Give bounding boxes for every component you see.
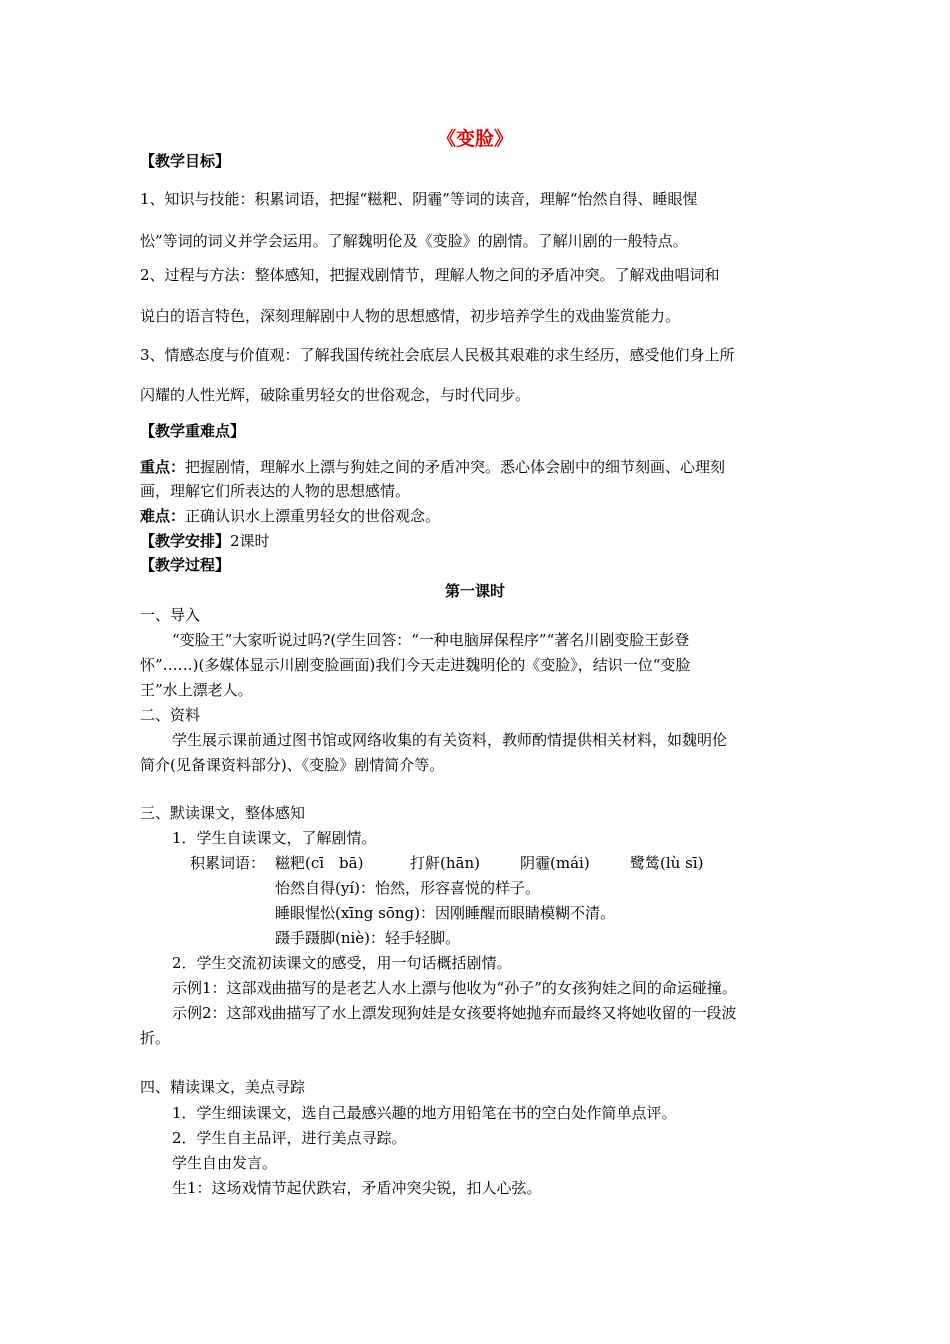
vocab-item: 糍粑(cī bā) [275, 854, 364, 872]
example-2-line1: 示例2：这部戏曲描写了水上漂发现狗娃是女孩要将她抛弃而最终又将她收留的一段波 [172, 1004, 737, 1022]
difficulty-line [140, 506, 440, 526]
goal1-line2: 忪”等词的词义并学会运用。了解魏明伦及《变脸》的剧情。了解川剧的一般特点。 [140, 232, 688, 250]
section-2-para-line2: 简介(见备课资料部分)、《变脸》剧情简介等。 [140, 756, 445, 774]
vocab-item: 怡然自得(yí)：怡然，形容喜悦的样子。 [275, 879, 540, 897]
key-text: 把握剧情，理解水上漂与狗娃之间的矛盾冲突。悉心体会剧中的细节刻画、心理刻 [185, 458, 726, 476]
section-3-heading: 三、默读课文，整体感知 [140, 804, 306, 822]
difficulty-text: 正确认识水上漂重男轻女的世俗观念。 [185, 507, 441, 525]
section-4-item-1: 1．学生细读课文，选自己最感兴趣的地方用铅笔在书的空白处作简单点评。 [172, 1104, 677, 1122]
keypoints-heading: 【教学重难点】 [140, 422, 246, 440]
section-2-para-line1: 学生展示课前通过图书馆或网络收集的有关资料，教师酌情提供相关材料，如魏明伦 [172, 731, 728, 749]
section-4-item-2: 2．学生自主品评，进行美点寻踪。 [172, 1129, 407, 1147]
example-1: 示例1：这部戏曲描写的是老艺人水上漂与他收为“孙子”的女孩狗娃之间的命运碰撞。 [172, 979, 737, 997]
document-title: 《变脸》 [436, 128, 513, 150]
process-heading: 【教学过程】 [140, 556, 231, 574]
key-point-line1 [140, 457, 725, 477]
goal1-line1: 1、知识与技能：积累词语，把握“糍粑、阴霾”等词的读音，理解“怡然自得、睡眼惺 [140, 190, 698, 208]
vocab-item: 阴霾(mái) [520, 854, 590, 872]
section-1-para-line2: 怀”……)(多媒体显示川剧变脸画面)我们今天走进魏明伦的《变脸》，结识一位“变脸 [140, 656, 691, 674]
lesson-title: 第一课时 [444, 582, 505, 600]
goal2-line2: 说白的语言特色，深刻理解剧中人物的思想感情，初步培养学生的戏曲鉴赏能力。 [140, 307, 681, 325]
section-3-item-1: 1．学生自读课文，了解剧情。 [172, 829, 377, 847]
goal2-line1: 2、过程与方法：整体感知，把握戏剧情节，理解人物之间的矛盾冲突。了解戏曲唱词和 [140, 266, 720, 284]
section-1-para-line1: “变脸王”大家听说过吗?(学生回答：“一种电脑屏保程序”“著名川剧变脸王彭登 [172, 631, 690, 649]
goal3-line2: 闪耀的人性光辉，破除重男轻女的世俗观念，与时代同步。 [140, 386, 531, 404]
section-2-heading: 二、资料 [140, 706, 201, 724]
schedule-text: 2课时 [230, 532, 270, 550]
section-4-para-1: 学生自由发言。 [172, 1154, 278, 1172]
vocab-item: 睡眼惺忪(xīng sōng)：因刚睡醒而眼睛模糊不清。 [275, 904, 615, 922]
vocab-item: 打鼾(hān) [410, 854, 480, 872]
vocab-label: 积累词语： [190, 854, 266, 872]
goals-heading: 【教学目标】 [140, 152, 231, 170]
key-label: 重点： [140, 458, 186, 476]
section-4-para-2: 生1：这场戏情节起伏跌宕，矛盾冲突尖锐，扣人心弦。 [172, 1179, 542, 1197]
vocab-item: 鹭鸶(lù sī) [630, 854, 704, 872]
schedule-line [140, 531, 270, 551]
schedule-heading: 【教学安排】 [140, 532, 231, 550]
example-2-line2: 折。 [140, 1029, 171, 1047]
key-point-line2: 画，理解它们所表达的人物的思想感情。 [140, 482, 411, 500]
section-1-para-line3: 王”水上漂老人。 [140, 681, 253, 699]
section-3-item-2: 2．学生交流初读课文的感受，用一句话概括剧情。 [172, 954, 512, 972]
section-1-heading: 一、导入 [140, 606, 201, 624]
vocab-item: 蹑手蹑脚(niè)：轻手轻脚。 [275, 929, 461, 947]
difficulty-label: 难点： [140, 507, 186, 525]
goal3-line1: 3、情感态度与价值观：了解我国传统社会底层人民极其艰难的求生经历，感受他们身上所 [140, 346, 735, 364]
section-4-heading: 四、精读课文，美点寻踪 [140, 1078, 306, 1096]
